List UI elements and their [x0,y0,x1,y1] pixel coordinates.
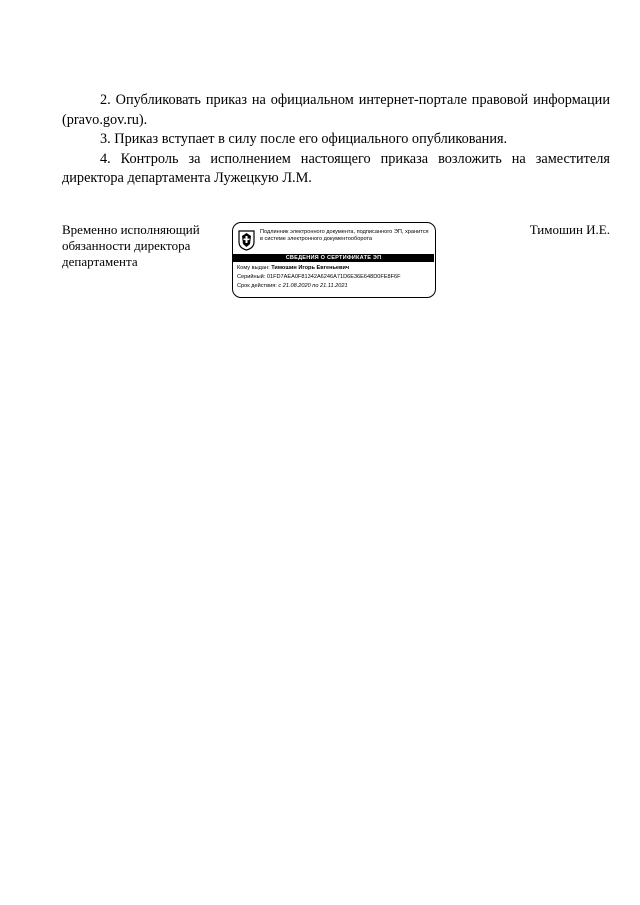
electronic-signature-stamp [232,222,436,298]
coat-of-arms-icon [238,230,255,251]
stamp-note: Подлинник электронного документа, подписанного ЭП, хранится в системе электронного документооборота [260,229,429,243]
stamp-issued-to-label: Кому выдан: [237,265,270,271]
paragraph-control: 4. Контроль за исполнением настоящего приказа возложить на заместителя директора департамента Лужецкую Л.М. [62,150,610,187]
paragraph-publish: 2. Опубликовать приказ на официальном интернет-портале правовой информации (pravo.gov.ru). [62,92,610,128]
signer-position-line: Временно исполняющий [62,222,200,237]
signer-position-line: департамента [62,254,138,269]
stamp-validity-value: с 21.08.2020 по 21.11.2021 [278,283,348,289]
stamp-validity [237,283,348,290]
paragraph-effective: 3. Приказ вступает в силу после его официального опубликования. [100,131,508,148]
stamp-validity-label: Срок действия: [237,283,277,289]
signer-name: Тимошин И.Е. [529,222,610,237]
signer-position-line: обязанности директора [62,238,191,253]
order-body [62,91,610,189]
stamp-serial-label: Серийный: [237,274,266,280]
stamp-serial [237,274,401,281]
stamp-issued-to [237,265,349,272]
stamp-issued-to-value: Тимошин Игорь Евгеньевич [271,265,350,271]
signer-position [62,222,222,270]
stamp-header: СВЕДЕНИЯ О СЕРТИФИКАТЕ ЭП [233,254,434,262]
stamp-serial-value: 01FD7AEA0F81342A6246A71D6E36E648D0FE8F6F [266,274,401,280]
